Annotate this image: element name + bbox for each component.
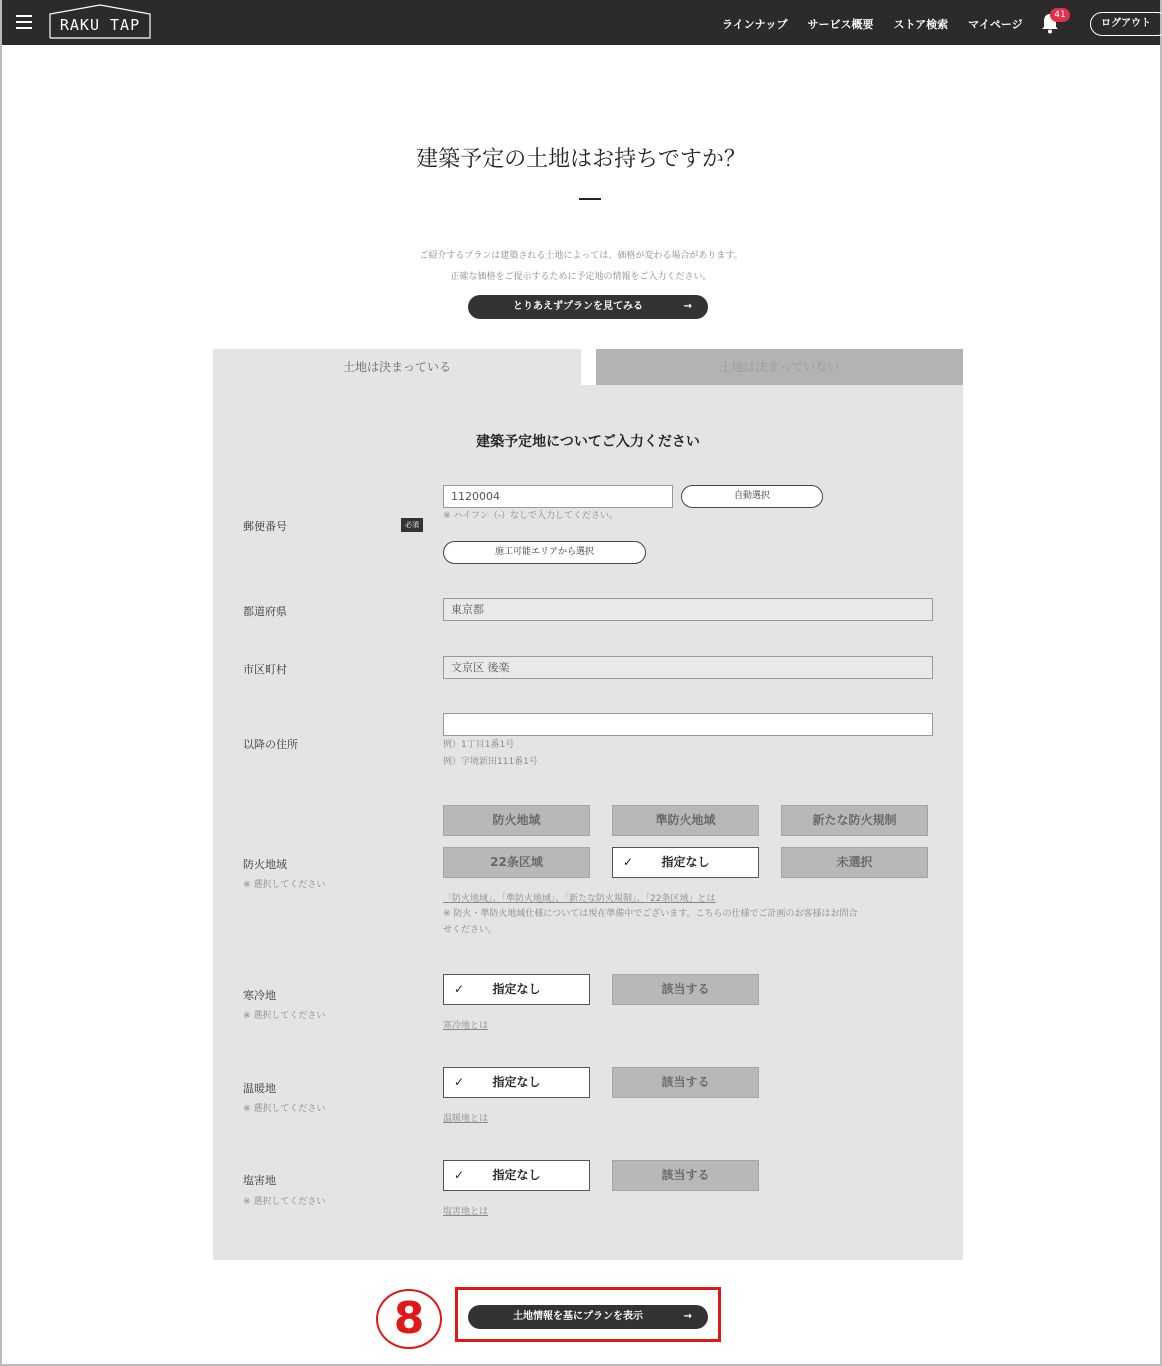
warm-option-none[interactable] [443,1067,590,1098]
intro-text-2: 正確な価格をご提示するために予定地の情報をご入力ください。 [450,272,712,282]
nav-store-search[interactable]: ストア検索 [893,18,949,31]
check-icon: ✓ [454,1075,465,1089]
cold-option-applicable[interactable]: 該当する [612,974,759,1005]
nav-lineup[interactable]: ラインナップ [722,18,788,31]
warm-info-link[interactable]: 温暖地とは [443,1114,489,1124]
cold-sublabel: ※ 選択してください [243,1011,326,1021]
cold-option-none[interactable] [443,974,590,1005]
nav-mypage[interactable]: マイページ [968,18,1023,31]
fire-zone-label: 防火地域 [243,858,287,871]
prefecture-label: 都道府県 [243,605,287,618]
salt-option-none-label: 指定なし [492,1168,541,1182]
logo[interactable] [48,4,152,40]
salt-option-none[interactable] [443,1160,590,1191]
fire-zone-sublabel: ※ 選択してください [243,880,326,890]
arrow-right-icon: → [683,301,692,312]
postal-label: 郵便番号 [243,520,287,533]
fire-zone-info-link[interactable]: 「防火地域」、「準防火地域」、「新たな防火規制」、「22条区域」とは [443,894,716,904]
check-icon: ✓ [623,855,634,869]
nav-service[interactable]: サービス概要 [807,18,874,31]
area-select-button[interactable]: 施工可能エリアから選択 [443,541,646,564]
cold-option-none-label: 指定なし [492,982,541,996]
tab-land-decided[interactable]: 土地は決まっている [213,349,581,385]
prefecture-field: 東京都 [443,598,933,621]
fire-option-semi-fire-zone[interactable]: 準防火地域 [612,805,759,836]
tab-land-not-decided[interactable]: 土地は決まっていない [596,349,963,385]
intro-text-1: ご紹介するプランは建築される土地によっては、価格が変わる場合があります。 [419,251,743,261]
address-example-1: 例）1丁目1番1号 [443,740,515,750]
warm-option-applicable[interactable]: 該当する [612,1067,759,1098]
required-badge: 必須 [401,518,423,532]
form-title: 建築予定地についてご入力ください [476,434,700,450]
highlight-box [455,1287,721,1342]
address-input[interactable] [443,713,933,736]
logout-button[interactable]: ログアウト [1090,12,1162,36]
city-label: 市区町村 [243,663,287,676]
cold-info-link[interactable]: 寒冷地とは [443,1021,489,1031]
fire-option-new-regulation[interactable]: 新たな防火規制 [781,805,928,836]
cold-label: 寒冷地 [243,989,276,1002]
show-plans-label: 土地情報を基にプランを表示 [513,1311,643,1322]
logo-text: RAKU TAP [59,16,141,34]
fire-option-article-22[interactable]: 22条区域 [443,847,590,878]
address-example-2: 例）字境新田111番1号 [443,757,538,767]
warm-sublabel: ※ 選択してください [243,1104,326,1114]
salt-option-applicable[interactable]: 該当する [612,1160,759,1191]
main-nav [722,16,1023,32]
page-title: 建築予定の土地はお持ちですか？ [416,147,746,172]
salt-sublabel: ※ 選択してください [243,1197,326,1207]
fire-zone-note-1: ※ 防火・準防火地域仕様については現在準備中でございます。こちらの仕様でご計画のお客様はお問合 [443,909,858,919]
title-divider [579,198,601,200]
skip-to-plans-label: とりあえずプランを見てみる [513,301,643,312]
warm-label: 温暖地 [243,1082,276,1095]
postal-note: ※ ハイフン（-）なしで入力してください。 [443,511,619,521]
step-marker: 8 [376,1289,442,1349]
warm-option-none-label: 指定なし [492,1075,541,1089]
salt-info-link[interactable]: 塩害地とは [443,1207,489,1217]
salt-label: 塩害地 [243,1174,276,1187]
fire-zone-note-2: せください。 [443,925,498,935]
fire-option-none[interactable] [612,847,759,878]
city-field: 文京区 後楽 [443,656,933,679]
fire-option-none-label: 指定なし [661,855,710,869]
postal-input[interactable]: 1120004 [443,485,673,508]
notification-badge: 41 [1050,8,1070,22]
menu-icon[interactable] [16,15,32,29]
check-icon: ✓ [454,982,465,996]
check-icon: ✓ [454,1168,465,1182]
auto-select-button[interactable]: 自動選択 [681,485,823,508]
fire-option-fire-zone[interactable]: 防火地域 [443,805,590,836]
arrow-right-icon: → [683,1311,692,1322]
fire-option-unselected[interactable]: 未選択 [781,847,928,878]
top-header [2,0,1160,45]
skip-to-plans-button[interactable] [468,295,708,319]
address-label: 以降の住所 [243,738,298,751]
